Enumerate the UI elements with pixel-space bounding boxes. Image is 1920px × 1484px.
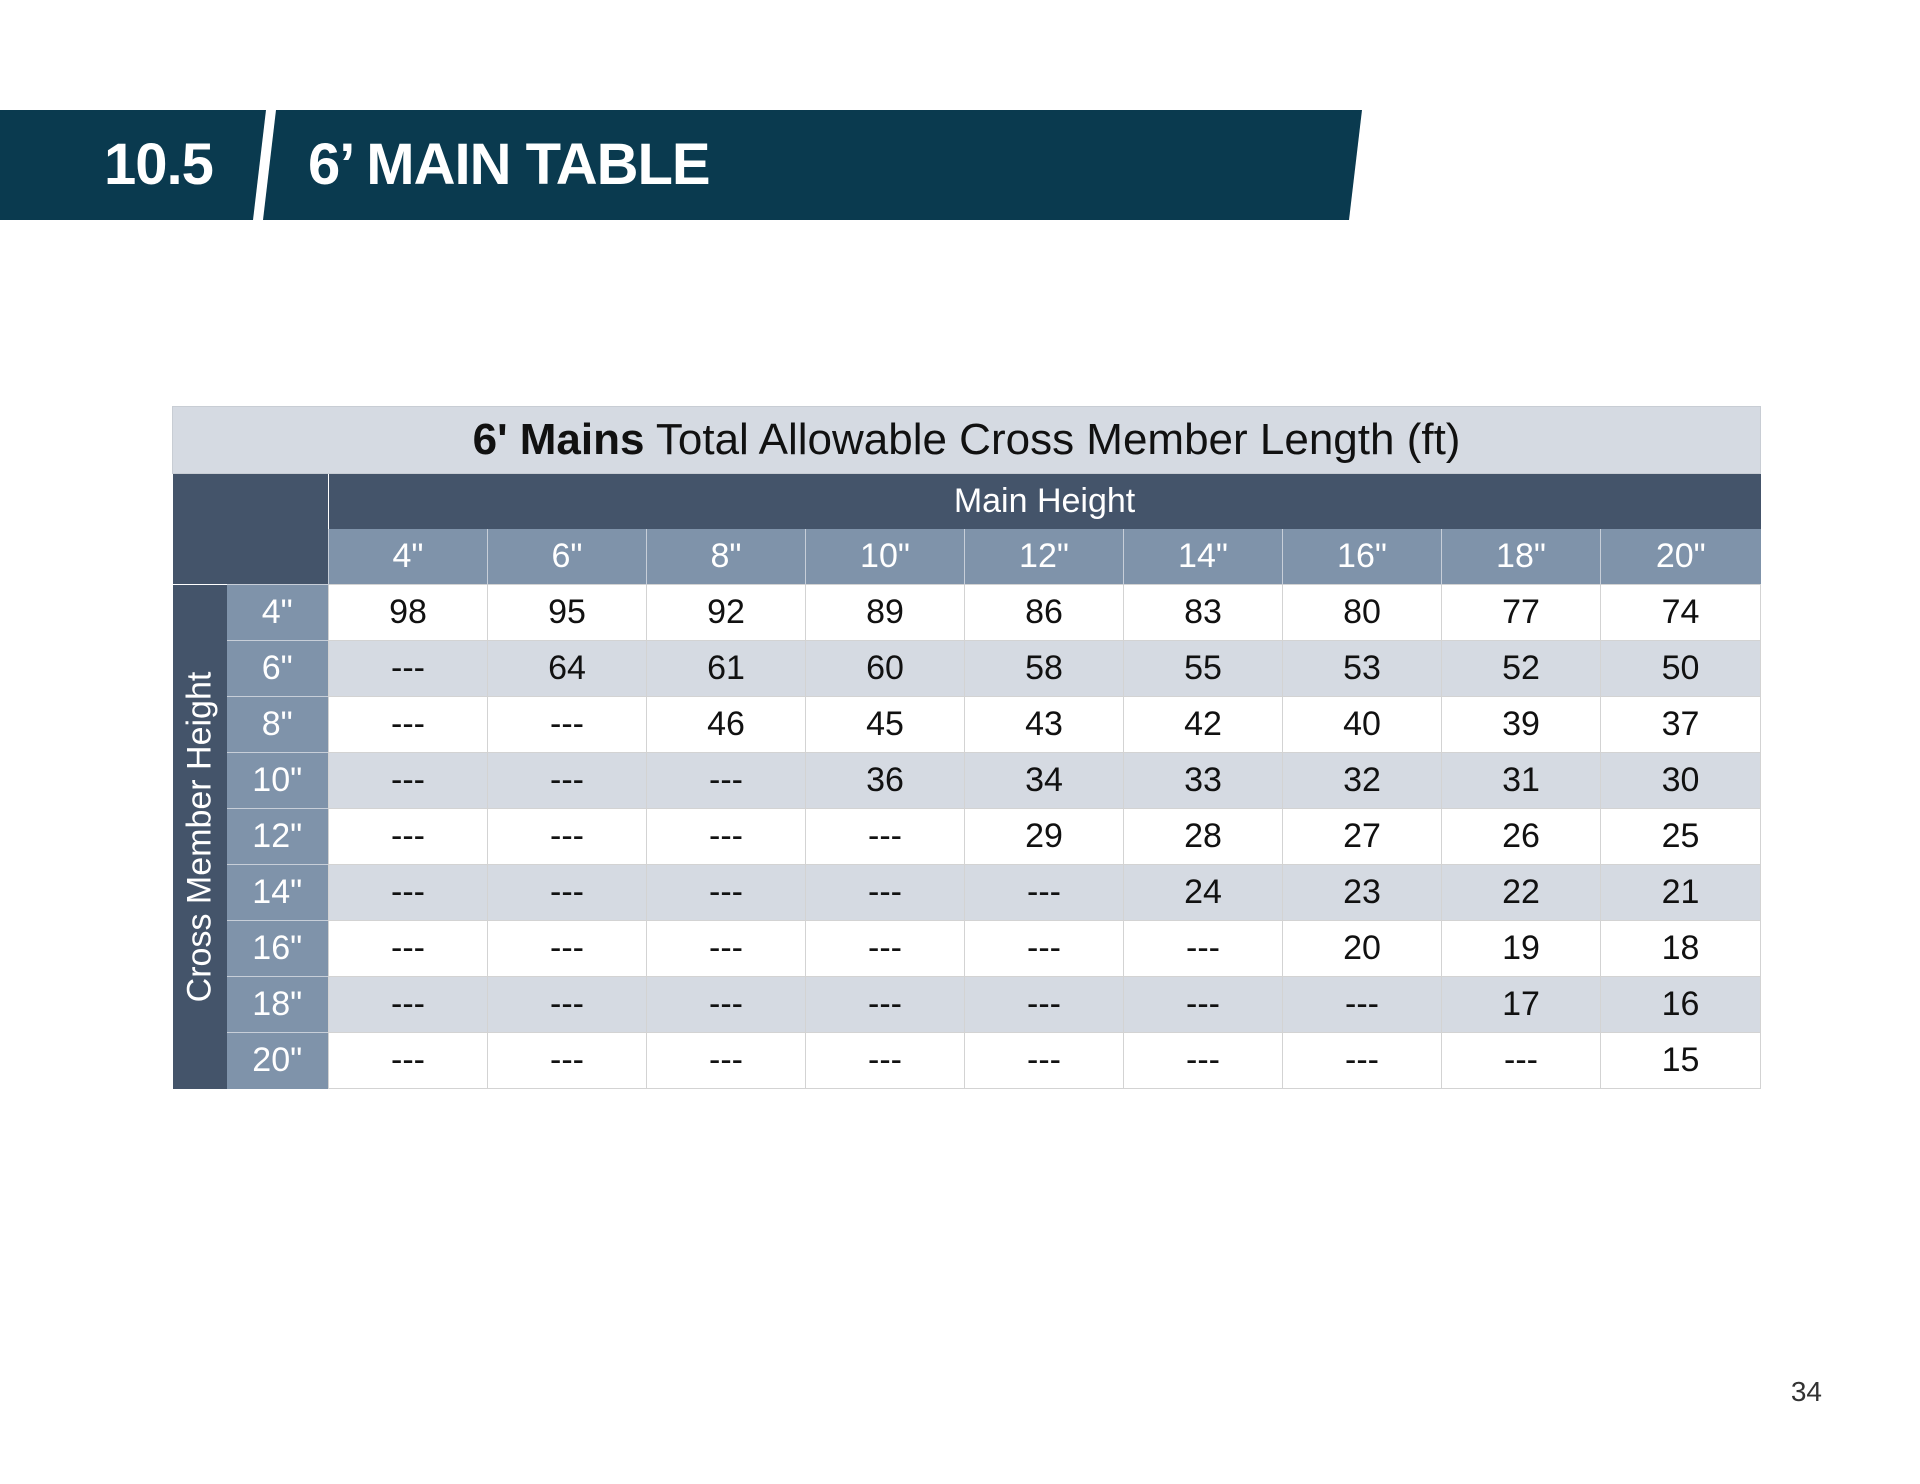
column-header: 8" (647, 529, 806, 585)
table-cell: --- (647, 921, 806, 977)
table-cell: --- (647, 977, 806, 1033)
row-header: 14" (227, 865, 329, 921)
table-cell: 31 (1442, 753, 1601, 809)
main-height-header: Main Height (329, 474, 1761, 530)
table-cell: --- (806, 865, 965, 921)
row-header: 6" (227, 641, 329, 697)
table-cell: --- (1124, 921, 1283, 977)
table-cell: 32 (1283, 753, 1442, 809)
table-cell: 98 (329, 585, 488, 641)
table-row (173, 809, 1761, 865)
table-cell: 61 (647, 641, 806, 697)
table-cell: 29 (965, 809, 1124, 865)
table-cell: --- (488, 977, 647, 1033)
row-header: 18" (227, 977, 329, 1033)
table-cell: 19 (1442, 921, 1601, 977)
table-cell: 55 (1124, 641, 1283, 697)
table-cell: 95 (488, 585, 647, 641)
section-banner (0, 110, 1920, 220)
table-cell: --- (806, 977, 965, 1033)
table-cell: --- (329, 809, 488, 865)
table-cell: 36 (806, 753, 965, 809)
table-cell: --- (806, 1033, 965, 1089)
table-cell: 53 (1283, 641, 1442, 697)
table-cell: --- (647, 809, 806, 865)
table-cell: 40 (1283, 697, 1442, 753)
column-header: 4" (329, 529, 488, 585)
table-cell: 17 (1442, 977, 1601, 1033)
table-cell: 80 (1283, 585, 1442, 641)
row-header: 12" (227, 809, 329, 865)
table-row (173, 921, 1761, 977)
table-grid (172, 406, 1761, 1089)
table-row (173, 977, 1761, 1033)
table-cell: --- (1442, 1033, 1601, 1089)
table-row (173, 1033, 1761, 1089)
table-cell: 64 (488, 641, 647, 697)
table-cell: --- (1124, 1033, 1283, 1089)
table-cell: --- (488, 1033, 647, 1089)
row-header: 8" (227, 697, 329, 753)
table-cell: 74 (1601, 585, 1761, 641)
table-row (173, 697, 1761, 753)
table-cell: 23 (1283, 865, 1442, 921)
row-header: 20" (227, 1033, 329, 1089)
table-cell: --- (647, 1033, 806, 1089)
table-cell: --- (329, 641, 488, 697)
table-cell: 26 (1442, 809, 1601, 865)
table-cell: 52 (1442, 641, 1601, 697)
caption-rest: Total Allowable Cross Member Length (ft) (644, 415, 1461, 464)
row-header: 16" (227, 921, 329, 977)
table-cell: --- (488, 865, 647, 921)
table-cell: 16 (1601, 977, 1761, 1033)
table-cell: 46 (647, 697, 806, 753)
table-row (173, 641, 1761, 697)
table-cell: 15 (1601, 1033, 1761, 1089)
table-cell: 24 (1124, 865, 1283, 921)
table-cell: --- (806, 921, 965, 977)
table-cell: 89 (806, 585, 965, 641)
table-cell: 60 (806, 641, 965, 697)
table-cell: 20 (1283, 921, 1442, 977)
table-row (173, 753, 1761, 809)
table-cell: 33 (1124, 753, 1283, 809)
table-cell: --- (488, 921, 647, 977)
cross-member-height-label (173, 585, 227, 1089)
column-header: 20" (1601, 529, 1761, 585)
table-caption (173, 407, 1761, 474)
row-header: 10" (227, 753, 329, 809)
table-cell: --- (488, 809, 647, 865)
table-cell: --- (806, 809, 965, 865)
table-cell: --- (1283, 977, 1442, 1033)
table-cell: --- (647, 865, 806, 921)
table-cell: 77 (1442, 585, 1601, 641)
table-cell: --- (647, 753, 806, 809)
table-cell: --- (488, 753, 647, 809)
column-header: 10" (806, 529, 965, 585)
table-cell: --- (965, 921, 1124, 977)
table-cell: 83 (1124, 585, 1283, 641)
table-cell: 50 (1601, 641, 1761, 697)
table-cell: 18 (1601, 921, 1761, 977)
table-cell: --- (329, 697, 488, 753)
table-cell: --- (1283, 1033, 1442, 1089)
caption-bold: 6' Mains (472, 415, 645, 464)
column-header: 16" (1283, 529, 1442, 585)
table-cell: 22 (1442, 865, 1601, 921)
table-cell: 21 (1601, 865, 1761, 921)
column-header: 18" (1442, 529, 1601, 585)
table-cell: --- (965, 977, 1124, 1033)
table-cell: 28 (1124, 809, 1283, 865)
section-title: 6’ MAIN TABLE (308, 132, 710, 197)
table-cell: 92 (647, 585, 806, 641)
page-number: 34 (1790, 1376, 1822, 1407)
table-cell: --- (965, 1033, 1124, 1089)
table-cell: 86 (965, 585, 1124, 641)
row-header: 4" (227, 585, 329, 641)
table-cell: --- (329, 921, 488, 977)
banner-shape (0, 110, 1920, 220)
table-cell: --- (329, 1033, 488, 1089)
column-header: 6" (488, 529, 647, 585)
table-cell: --- (329, 753, 488, 809)
table-cell: --- (329, 977, 488, 1033)
table-cell: 30 (1601, 753, 1761, 809)
main-length-table (172, 406, 1760, 1089)
table-cell: --- (329, 865, 488, 921)
table-row (173, 585, 1761, 641)
table-cell: 34 (965, 753, 1124, 809)
table-cell: 27 (1283, 809, 1442, 865)
cross-member-height-text: Cross Member Height (180, 671, 218, 1002)
column-header: 14" (1124, 529, 1283, 585)
section-number: 10.5 (104, 132, 213, 197)
table-corner (173, 474, 329, 585)
table-cell: 25 (1601, 809, 1761, 865)
table-cell: --- (488, 697, 647, 753)
table-cell: 39 (1442, 697, 1601, 753)
table-row (173, 865, 1761, 921)
table-cell: --- (1124, 977, 1283, 1033)
table-cell: 43 (965, 697, 1124, 753)
table-cell: 37 (1601, 697, 1761, 753)
table-cell: --- (965, 865, 1124, 921)
table-cell: 58 (965, 641, 1124, 697)
column-header: 12" (965, 529, 1124, 585)
table-cell: 42 (1124, 697, 1283, 753)
table-cell: 45 (806, 697, 965, 753)
